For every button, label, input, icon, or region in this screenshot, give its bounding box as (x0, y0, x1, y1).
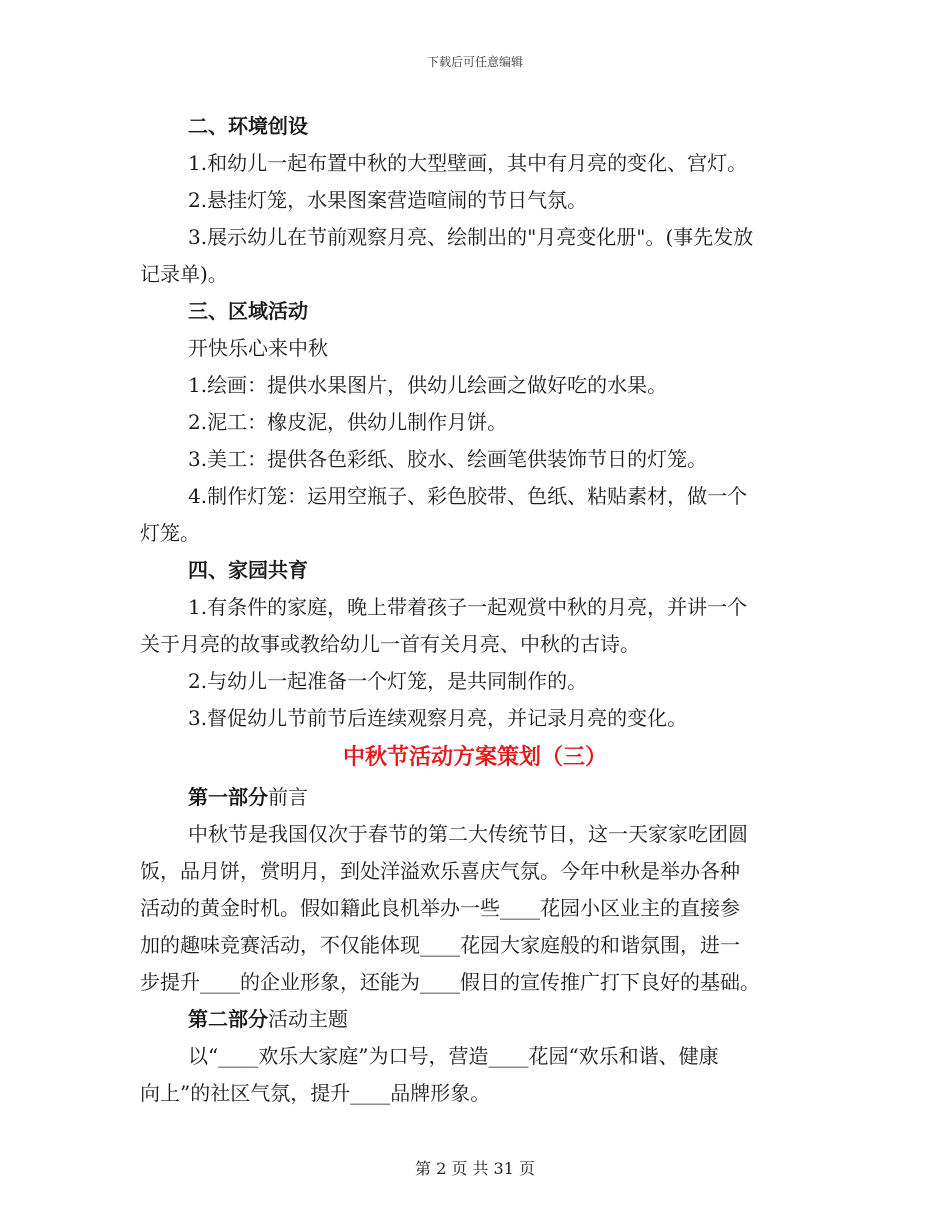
part-label-preface (140, 779, 810, 816)
list-item: 1.绘画：提供水果图片，供幼儿绘画之做好吃的水果。 (188, 373, 668, 397)
part-label-bold: 第一部分 (188, 785, 268, 809)
paragraph-line: 活动的黄金时机。假如籍此良机举办一些____花园小区业主的直接参 (140, 896, 740, 920)
list-item: 3.展示幼儿在节前观察月亮、绘制出的"月亮变化册"。(事先发放 (188, 225, 754, 249)
section-subtitle: 开快乐心来中秋 (188, 336, 328, 360)
list-item-continuation: 灯笼。 (140, 521, 200, 545)
section-heading-area-activities: 三、区域活动 (188, 299, 308, 323)
list-item-continuation: 记录单)。 (140, 262, 228, 286)
paragraph-line: 以“____欢乐大家庭”为口号，营造____花园“欢乐和谐、健康 (188, 1044, 719, 1068)
section-heading-home-school: 四、家园共育 (188, 558, 308, 582)
paragraph-line: 步提升____的企业形象，还能为____假日的宣传推广打下良好的基础。 (140, 970, 760, 994)
part-label-text: 前言 (268, 785, 308, 809)
paragraph-line: 饭，品月饼，赏明月，到处洋溢欢乐喜庆气氛。今年中秋是举办各种 (140, 859, 740, 883)
paragraph-line: 中秋节是我国仅次于春节的第二大传统节日，这一天家家吃团圆 (188, 822, 748, 846)
list-item: 1.有条件的家庭，晚上带着孩子一起观赏中秋的月亮，并讲一个 (188, 595, 748, 619)
list-item: 2.悬挂灯笼，水果图案营造喧闹的节日气氛。 (188, 188, 588, 212)
page-header: 下载后可任意编辑 (426, 55, 523, 69)
paragraph-line: 向上”的社区气氛，提升____品牌形象。 (140, 1081, 491, 1105)
list-item: 2.泥工：橡皮泥，供幼儿制作月饼。 (188, 410, 508, 434)
list-item: 1.和幼儿一起布置中秋的大型壁画，其中有月亮的变化、宫灯。 (188, 151, 748, 175)
plan-title: 中秋节活动方案策划（三） (342, 745, 607, 770)
list-item: 2.与幼儿一起准备一个灯笼，是共同制作的。 (188, 669, 588, 693)
part-label-theme (140, 1001, 810, 1038)
list-item-continuation: 关于月亮的故事或教给幼儿一首有关月亮、中秋的古诗。 (140, 632, 640, 656)
list-item: 3.督促幼儿节前节后连续观察月亮，并记录月亮的变化。 (188, 706, 688, 730)
document-body (140, 108, 810, 1112)
paragraph-line: 加的趣味竞赛活动，不仅能体现____花园大家庭般的和谐氛围，进一 (140, 933, 740, 957)
page-footer: 第 2 页 共 31 页 (415, 1159, 535, 1178)
list-item: 4.制作灯笼：运用空瓶子、彩色胶带、色纸、粘贴素材，做一个 (188, 484, 748, 508)
list-item: 3.美工：提供各色彩纸、胶水、绘画笔供装饰节日的灯笼。 (188, 447, 708, 471)
part-label-text: 活动主题 (268, 1007, 348, 1031)
section-heading-environment: 二、环境创设 (188, 114, 308, 138)
part-label-bold: 第二部分 (188, 1007, 268, 1031)
